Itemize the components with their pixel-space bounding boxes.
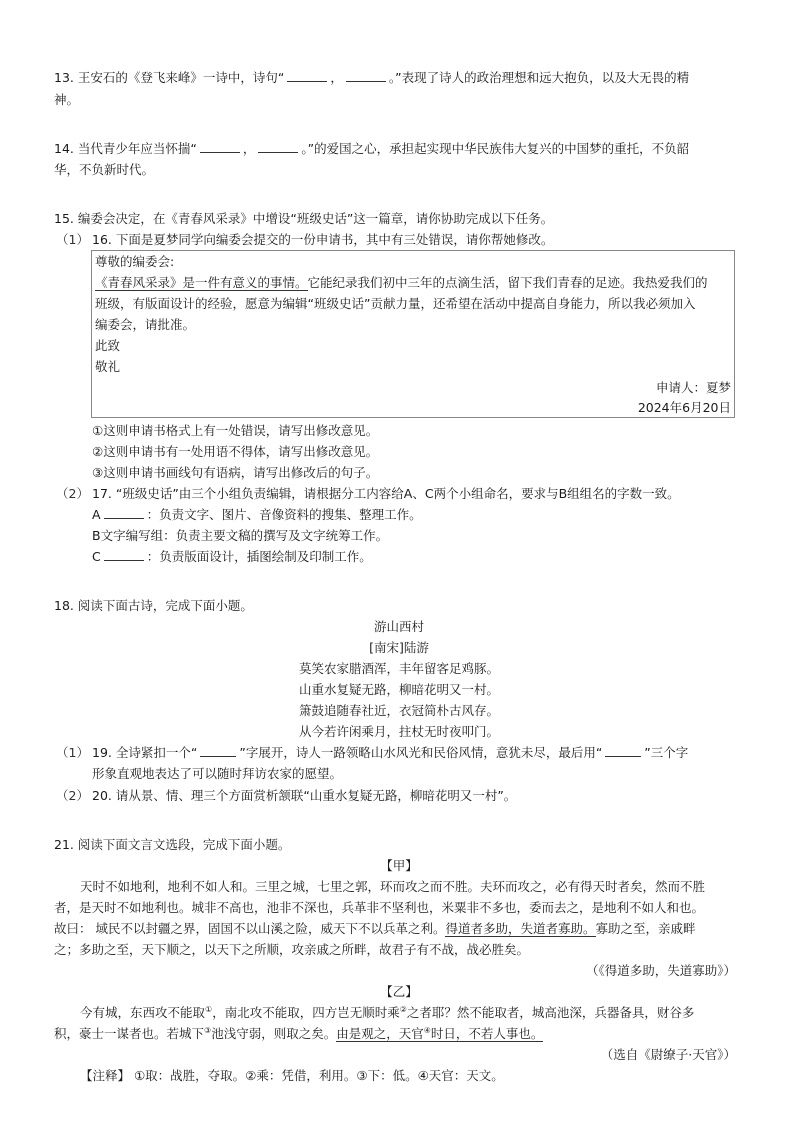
q21-intro: 21. 阅读下面文言文选段，完成下面小题。: [54, 837, 291, 852]
yi-line2-a: 积，豪士一谋者也。若城下: [54, 1026, 205, 1041]
letter-body-line1: [95, 273, 731, 293]
letter-salutation: 尊敬的编委会:: [95, 254, 175, 269]
q19-line1: [92, 743, 742, 763]
poem-line: 莫笑农家腊酒浑，丰年留客足鸡豚。: [298, 661, 499, 676]
footnote-marker-1: ①: [205, 1004, 213, 1014]
q14-text-b: 。”的爱国之心，承担起实现中华民族伟大复兴的中国梦的重托，不负韶: [301, 141, 690, 156]
letter-closing-1: 此致: [95, 338, 121, 353]
poem-line: 山重水复疑无路，柳暗花明又一村。: [298, 682, 499, 697]
q19-text-c: ”三个字: [644, 745, 689, 760]
q13-blank-2[interactable]: [346, 68, 386, 82]
q17-group-b: B文字编写组：负责主要文稿的撰写及文字统筹工作。: [92, 528, 389, 543]
q13-blank-1[interactable]: [287, 68, 327, 82]
q15-intro: 15. 编委会决定，在《青春风采录》中增设“班级史话”这一篇章，请你协助完成以下任务。: [54, 211, 554, 226]
yi-ul-a: 由是观之，天官: [336, 1026, 424, 1041]
q17-group-c: [92, 547, 742, 567]
letter-closing-2: 敬礼: [95, 359, 121, 374]
group-c-blank[interactable]: [104, 547, 144, 561]
q17-group-a: [92, 505, 742, 525]
q14-line1: [54, 139, 744, 159]
q13-text-a: 13. 王安石的《登飞来峰》一诗中，诗句“: [54, 70, 285, 85]
q14-sep: ，: [242, 141, 256, 156]
q16-text: 16. 下面是夏梦同学向编委会提交的一份申请书，其中有三处错误，请你帮她修改。: [92, 232, 554, 247]
group-c-desc: ：负责版面设计，插图绘制及印制工作。: [146, 549, 372, 564]
q19-text-a: 19. 全诗紧扣一个“: [92, 745, 198, 760]
yi-line1-a: 今有城，东西攻不能取: [80, 1005, 206, 1020]
yi-line1: [54, 1003, 770, 1023]
q18-sub2-number: （2）: [56, 788, 89, 803]
q18-intro: 18. 阅读下面古诗，完成下面小题。: [54, 598, 253, 613]
yi-source: （选自《尉缭子·天官》）: [600, 1047, 736, 1062]
group-a-label: A: [92, 507, 101, 522]
jia-line3-b: 寡助之至，亲戚畔: [595, 921, 696, 936]
yi-line1-b: ，南北攻不能取，四方岂无顺时乘: [212, 1005, 400, 1020]
footnote-marker-4: ④: [423, 1025, 431, 1035]
passage-yi-title: 【乙】: [380, 984, 418, 999]
yi-ul-b: 时日，不若人事也。: [430, 1026, 544, 1041]
group-a-desc: ：负责文字、图片、音像资料的搜集、整理工作。: [146, 507, 422, 522]
letter-underlined-sentence: 《青春风采录》是一件有意义的事情。: [95, 275, 308, 290]
q18-sub1-number: （1）: [56, 745, 89, 760]
jia-source: （《得道多助，失道寡助》）: [585, 963, 736, 978]
group-c-label: C: [92, 549, 101, 564]
poem-author: [南宋]陆游: [369, 640, 429, 655]
letter-signature: 申请人：夏梦: [655, 380, 731, 395]
q14-line2: 华，不负新时代。: [54, 162, 155, 177]
poem-line: 箫鼓追随春社近，衣冠简朴古风存。: [298, 703, 499, 718]
yi-underlined-sentence: [336, 1026, 543, 1042]
letter-body-line3: 编委会，请批准。: [95, 317, 196, 332]
q14-text-a: 14. 当代青少年应当怀揣“: [54, 141, 197, 156]
q19-text-b: ”字展开，诗人一路领略山水风光和民俗风情，意犹未尽，最后用“: [239, 745, 603, 760]
application-letter-box: [91, 250, 735, 418]
footnote-marker-3: ③: [204, 1025, 212, 1035]
q16-task-1: ①这则申请书格式上有一处错误，请写出修改意见。: [92, 423, 379, 438]
jia-line3-a: 故曰： 域民不以封疆之界，固国不以山溪之险，威天下不以兵革之利。: [54, 921, 446, 936]
q13-sep: ，: [330, 70, 343, 85]
jia-underlined-sentence: 得道者多助，失道者寡助。: [445, 921, 596, 936]
yi-line1-c: 之者耶？然不能取者，城高池深，兵器备具，财谷多: [406, 1005, 695, 1020]
q14-blank-2[interactable]: [258, 139, 298, 153]
yi-line2: [54, 1024, 744, 1044]
q19-blank-2[interactable]: [605, 743, 641, 757]
jia-line4: 之；多助之至，天下顺之，以天下之所顺，攻亲戚之所畔，故君子有不战，战必胜矣。: [54, 942, 530, 957]
letter-date: 2024年6月20日: [637, 400, 731, 415]
q20-text: 20. 请从景、情、理三个方面赏析颔联“山重水复疑无路，柳暗花明又一村”。: [92, 788, 517, 803]
q13-line2: 神。: [54, 92, 80, 107]
annotation-note: 【注释】 ①取：战胜，夺取。②乘：凭借，利用。③下：低。④天官：天文。: [80, 1068, 504, 1083]
q17-text: 17. “班级史话”由三个小组负责编辑，请根据分工内容给A、C两个小组命名，要求与B组组名的字数一致。: [92, 486, 680, 501]
q19-line2: 形象直观地表达了可以随时拜访农家的愿望。: [92, 766, 343, 781]
q19-blank-1[interactable]: [200, 743, 236, 757]
q16-task-3: ③这则申请书画线句有语病，请写出修改后的句子。: [92, 465, 379, 480]
q15-sub2-number: （2）: [56, 486, 89, 501]
jia-line3: [54, 919, 744, 939]
q16-task-2: ②这则申请书有一处用语不得体，请写出修改意见。: [92, 444, 379, 459]
footnote-marker-2: ②: [399, 1004, 407, 1014]
q14-blank-1[interactable]: [200, 139, 240, 153]
letter-body-line2: 班级，有版面设计的经验，愿意为编辑“班级史话”贡献力量，还希望在活动中提高自身能力，所以我必须加入: [95, 296, 696, 311]
q15-sub1-number: （1）: [56, 232, 89, 247]
yi-line2-b: 池浅守弱，则取之矣。: [211, 1026, 337, 1041]
q13-line1: [54, 68, 744, 88]
letter-body1-rest: 它能纪录我们初中三年的点滴生活，留下我们青春的足迹。我热爱我们的: [307, 275, 708, 290]
jia-line2: 者，是天时不如地利也。城非不高也，池非不深也，兵革非不坚利也，米粟非不多也，委而去之，是地利不如人和也。: [54, 900, 705, 915]
poem-line: 从今若许闲乘月，拄杖无时夜叩门。: [298, 724, 499, 739]
group-a-blank[interactable]: [104, 505, 144, 519]
q13-text-b: 。”表现了诗人的政治理想和远大抱负，以及大无畏的精: [388, 70, 690, 85]
passage-jia-title: 【甲】: [380, 858, 418, 873]
jia-line1: 天时不如地利，地利不如人和。三里之城，七里之郭，环而攻之而不胜。夫环而攻之，必有得天时者矣，然而不胜: [80, 879, 706, 894]
poem-title: 游山西村: [373, 619, 424, 634]
